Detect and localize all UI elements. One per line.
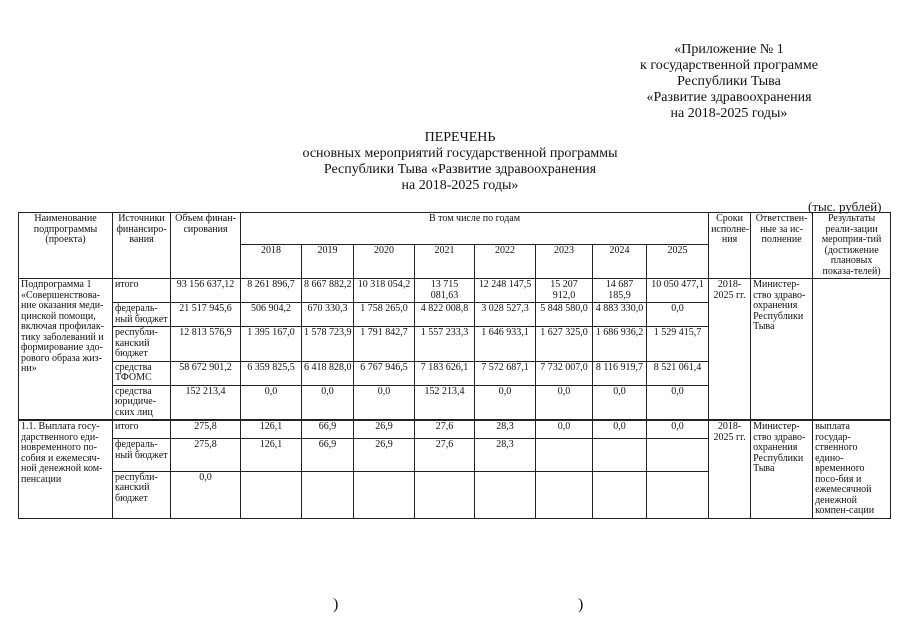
year-cell: 126,1	[241, 420, 302, 439]
source-cell: итого	[113, 420, 171, 439]
terms-cell: 2018-2025 гг.	[709, 420, 751, 518]
year-cell	[415, 471, 475, 518]
year-cell	[536, 471, 593, 518]
volume-cell: 0,0	[171, 471, 241, 518]
appendix-line: на 2018-2025 годы»	[670, 106, 788, 121]
source-cell: федераль-ный бюджет	[113, 439, 171, 471]
year-cell	[647, 439, 709, 471]
header-year: 2023	[536, 245, 593, 279]
year-cell: 1 395 167,0	[241, 327, 302, 362]
volume-cell: 12 813 576,9	[171, 327, 241, 362]
year-cell: 13 715 081,63	[415, 279, 475, 303]
page-mark: )	[333, 596, 339, 613]
source-cell: федераль-ный бюджет	[113, 303, 171, 327]
source-cell: итого	[113, 279, 171, 303]
header-results: Результаты реали-зации мероприя-тий (достижение плановых показа-телей)	[813, 213, 891, 279]
year-cell: 1 627 325,0	[536, 327, 593, 362]
page-mark: )	[578, 596, 584, 613]
year-cell: 670 330,3	[302, 303, 354, 327]
year-cell: 3 028 527,3	[475, 303, 536, 327]
year-cell: 8 521 061,4	[647, 361, 709, 385]
source-cell: средства ТФОМС	[113, 361, 171, 385]
header-by-years: В том числе по годам	[241, 213, 709, 245]
title-line: основных мероприятий государственной программы	[302, 146, 618, 161]
year-cell	[593, 471, 647, 518]
year-cell: 7 572 687,1	[475, 361, 536, 385]
document-title	[230, 130, 690, 194]
measure-name: 1.1. Выплата госу-дарственного еди-новременного по-собия и ежемесяч-ной денежной ком-пенсации	[19, 420, 113, 518]
year-cell: 6 418 828,0	[302, 361, 354, 385]
year-cell: 15 207 912,0	[536, 279, 593, 303]
year-cell: 6 359 825,5	[241, 361, 302, 385]
year-cell	[593, 439, 647, 471]
year-cell: 4 883 330,0	[593, 303, 647, 327]
appendix-line: «Развитие здравоохранения	[646, 90, 812, 105]
year-cell: 7 183 626,1	[415, 361, 475, 385]
year-cell: 12 248 147,5	[475, 279, 536, 303]
year-cell: 26,9	[354, 439, 415, 471]
source-cell: республи-канский бюджет	[113, 471, 171, 518]
year-cell: 66,9	[302, 439, 354, 471]
year-cell	[241, 471, 302, 518]
year-cell: 1 557 233,3	[415, 327, 475, 362]
year-cell: 1 758 265,0	[354, 303, 415, 327]
subprogram-name: Подпрограмма 1 «Совершенствова-ние оказания меди-цинской помощи, включая профилак-тику заболеваний и формирование здо-рового образа жиз-ни»	[19, 279, 113, 421]
year-cell	[536, 439, 593, 471]
year-cell: 0,0	[475, 385, 536, 420]
year-cell: 0,0	[647, 303, 709, 327]
year-cell: 126,1	[241, 439, 302, 471]
volume-cell: 275,8	[171, 439, 241, 471]
appendix-line: Республики Тыва	[677, 74, 781, 89]
responsible-cell: Министер-ство здраво-охранения Республики Тыва	[751, 279, 813, 421]
year-cell: 1 646 933,1	[475, 327, 536, 362]
results-cell	[813, 279, 891, 421]
title-line: Республики Тыва «Развитие здравоохранения	[323, 162, 597, 177]
header-year: 2018	[241, 245, 302, 279]
appendix-line: к государственной программе	[640, 58, 818, 73]
year-cell: 506 904,2	[241, 303, 302, 327]
header-terms: Сроки исполне-ния	[709, 213, 751, 279]
header-year: 2025	[647, 245, 709, 279]
year-cell: 8 667 882,2	[302, 279, 354, 303]
terms-cell: 2018-2025 гг.	[709, 279, 751, 421]
year-cell: 8 116 919,7	[593, 361, 647, 385]
source-cell: средства юридиче-ских лиц	[113, 385, 171, 420]
title-line: ПЕРЕЧЕНЬ	[424, 130, 496, 145]
responsible-cell: Министер-ство здраво-охранения Республики Тыва	[751, 420, 813, 518]
year-cell: 0,0	[302, 385, 354, 420]
year-cell: 27,6	[415, 439, 475, 471]
year-cell	[354, 471, 415, 518]
year-cell: 0,0	[647, 420, 709, 439]
year-cell: 0,0	[536, 385, 593, 420]
year-cell: 0,0	[536, 420, 593, 439]
year-cell: 0,0	[593, 385, 647, 420]
year-cell: 28,3	[475, 420, 536, 439]
year-cell: 5 848 580,0	[536, 303, 593, 327]
year-cell: 14 687 185,9	[593, 279, 647, 303]
volume-cell: 152 213,4	[171, 385, 241, 420]
year-cell: 1 529 415,7	[647, 327, 709, 362]
year-cell	[647, 471, 709, 518]
year-cell: 0,0	[647, 385, 709, 420]
header-year: 2019	[302, 245, 354, 279]
year-cell: 28,3	[475, 439, 536, 471]
measures-table	[18, 212, 891, 519]
year-cell: 1 578 723,9	[302, 327, 354, 362]
volume-cell: 93 156 637,12	[171, 279, 241, 303]
year-cell: 26,9	[354, 420, 415, 439]
appendix-line: «Приложение № 1	[674, 42, 784, 57]
year-cell: 10 318 054,2	[354, 279, 415, 303]
header-year: 2022	[475, 245, 536, 279]
header-name: Наименование подпрограммы (проекта)	[19, 213, 113, 279]
header-year: 2021	[415, 245, 475, 279]
year-cell	[302, 471, 354, 518]
header-source: Источники финансиро-вания	[113, 213, 171, 279]
year-cell: 27,6	[415, 420, 475, 439]
year-cell: 6 767 946,5	[354, 361, 415, 385]
units-label: (тыс. рублей)	[808, 199, 882, 214]
title-line: на 2018-2025 годы»	[401, 178, 519, 193]
year-cell: 1 791 842,7	[354, 327, 415, 362]
source-cell: республи-канский бюджет	[113, 327, 171, 362]
volume-cell: 275,8	[171, 420, 241, 439]
volume-cell: 21 517 945,6	[171, 303, 241, 327]
results-cell: выплата государ-ственного едино-временного посо-бия и ежемесячной денежной компен-сации	[813, 420, 891, 518]
year-cell: 4 822 008,8	[415, 303, 475, 327]
year-cell: 1 686 936,2	[593, 327, 647, 362]
year-cell: 0,0	[241, 385, 302, 420]
year-cell: 152 213,4	[415, 385, 475, 420]
appendix-heading	[600, 42, 858, 122]
header-year: 2024	[593, 245, 647, 279]
header-volume: Объем финан-сирования	[171, 213, 241, 279]
year-cell: 0,0	[593, 420, 647, 439]
year-cell: 66,9	[302, 420, 354, 439]
header-year: 2020	[354, 245, 415, 279]
year-cell: 8 261 896,7	[241, 279, 302, 303]
year-cell: 7 732 007,0	[536, 361, 593, 385]
year-cell: 0,0	[354, 385, 415, 420]
year-cell: 10 050 477,1	[647, 279, 709, 303]
volume-cell: 58 672 901,2	[171, 361, 241, 385]
header-responsible: Ответствен-ные за ис-полнение	[751, 213, 813, 279]
year-cell	[475, 471, 536, 518]
